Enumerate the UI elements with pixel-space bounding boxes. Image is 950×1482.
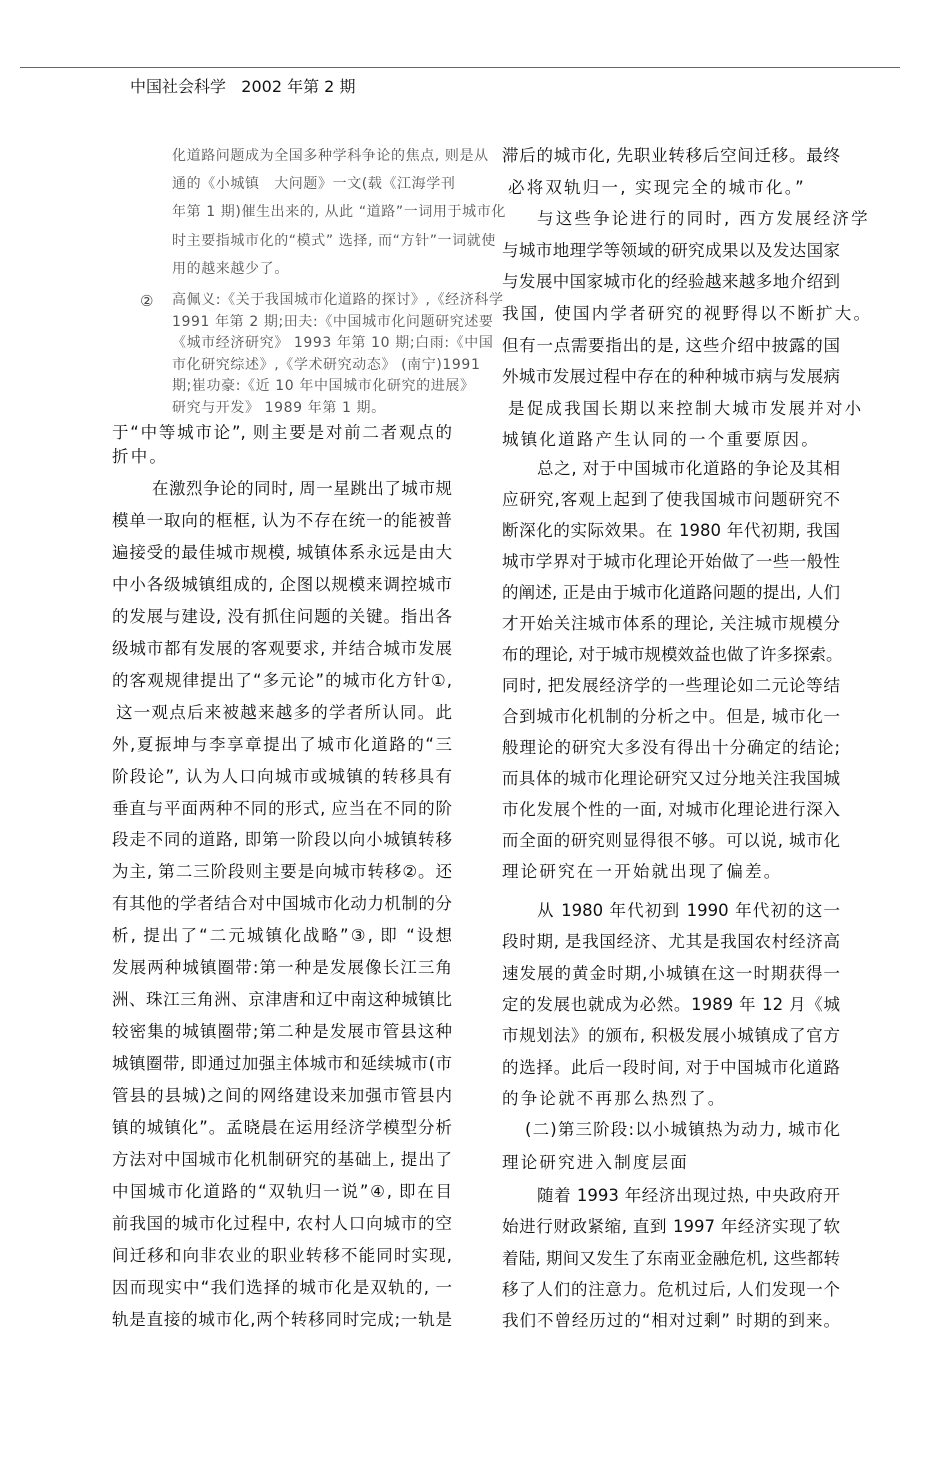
footnote-2-line: 高佩义:《关于我国城市化道路的探讨》,《经济科学 bbox=[172, 292, 504, 308]
body-line: 从 1980 年代初到 1990 年代初的这一 bbox=[537, 901, 840, 920]
body-line: 轨是直接的城市化,两个转移同时完成;一轨是 bbox=[112, 1309, 452, 1329]
footnote-1-line: 通的《小城镇 大问题》一文(载《江海学刊 bbox=[172, 176, 456, 193]
body-line: 而具体的城市化理论研究又过分地关注我国城 bbox=[502, 769, 840, 788]
body-line: 着陆, 期间又发生了东南亚金融危机, 这些都转 bbox=[502, 1248, 840, 1268]
body-line: 的选择。此后一段时间, 对于中国城市化道路 bbox=[502, 1057, 840, 1077]
body-line: 垂直与平面两种不同的形式, 应当在不同的阶 bbox=[112, 798, 452, 818]
body-line: 与这些争论进行的同时, 西方发展经济学 bbox=[537, 209, 870, 229]
footnote-marker: ② bbox=[140, 292, 154, 310]
body-line: 间迁移和向非农业的职业转移不能同时实现, bbox=[112, 1245, 452, 1265]
body-line: 的客观规律提出了“多元论”的城市化方针①, bbox=[112, 670, 452, 690]
body-line: 才开始关注城市体系的理论, 关注城市规模分 bbox=[502, 614, 840, 633]
body-line: 的发展与建设, 没有抓住问题的关键。指出各 bbox=[112, 606, 452, 626]
body-line: 布的理论, 对于城市规模效益也做了许多探索。 bbox=[502, 645, 843, 664]
body-line: 与发展中国家城市化的经验越来越多地介绍到 bbox=[502, 272, 840, 292]
body-line: 我们不曾经历过的“相对过剩” 时期的到来。 bbox=[502, 1311, 840, 1331]
body-line: 的阐述, 正是由于城市化道路问题的提出, 人们 bbox=[502, 583, 840, 602]
footnote-1-line: 用的越来越少了。 bbox=[172, 260, 289, 277]
body-line: 般理论的研究大多没有得出十分确定的结论; bbox=[502, 738, 840, 757]
body-line: 外,夏振坤与李享章提出了城市化道路的“三 bbox=[112, 734, 452, 754]
body-line: 镇的城镇化”。孟晓晨在运用经济学模型分析 bbox=[112, 1118, 452, 1137]
body-line: 合到城市化机制的分析之中。但是, 城市化一 bbox=[502, 707, 840, 726]
body-line: 理论研究在一开始就出现了偏差。 bbox=[502, 862, 783, 881]
footnote-1-line: 化道路问题成为全国多种学科争论的焦点, 则是从 bbox=[172, 148, 489, 164]
running-header bbox=[130, 74, 355, 97]
body-line: 中小各级城镇组成的, 企图以规模来调控城市 bbox=[112, 574, 452, 594]
body-line: 析, 提出了“二元城镇化战略”③, 即 “设想 bbox=[112, 926, 452, 946]
footnote-1-line: 时主要指城市化的“模式” 选择, 而“方针”一词就使 bbox=[172, 232, 496, 249]
journal-name: 中国社会科学 bbox=[130, 77, 227, 96]
body-line: 级城市都有发展的客观要求, 并结合城市发展 bbox=[112, 638, 452, 658]
body-line: 于“中等城市论”, 则主要是对前二者观点的 bbox=[112, 423, 452, 442]
issue-number: 2002 年第 2 期 bbox=[241, 77, 356, 96]
body-line: 而全面的研究则显得很不够。可以说, 城市化 bbox=[502, 831, 840, 850]
footnote-2-line: 期;崔功豪:《近 10 年中国城市化研究的进展》 bbox=[172, 378, 475, 395]
body-line: 始进行财政紧缩, 直到 1997 年经济实现了软 bbox=[502, 1217, 840, 1237]
section-heading-line: (二)第三阶段:以小城镇热为动力, 城市化 bbox=[525, 1120, 840, 1139]
body-line: 因而现实中“我们选择的城市化是双轨的, 一 bbox=[112, 1277, 452, 1297]
body-line: 段时期, 是我国经济、尤其是我国农村经济高 bbox=[502, 932, 840, 952]
body-line: 前我国的城市化过程中, 农村人口向城市的空 bbox=[112, 1213, 452, 1233]
body-line: 市化发展个性的一面, 对城市化理论进行深入 bbox=[502, 800, 840, 819]
body-line: 段走不同的道路, 即第一阶段以向小城镇转移 bbox=[112, 830, 452, 850]
section-heading-line: 理论研究进入制度层面 bbox=[502, 1153, 689, 1172]
body-line: 城镇圈带, 即通过加强主体城市和延续城市(市 bbox=[112, 1054, 452, 1074]
body-line: 滞后的城市化, 先职业转移后空间迁移。最终 bbox=[502, 146, 840, 165]
body-line: 较密集的城镇圈带;第二种是发展市管县这种 bbox=[112, 1022, 452, 1042]
body-line: 外城市发展过程中存在的种种城市病与发展病 bbox=[502, 367, 840, 387]
body-line: 在激烈争论的同时, 周一星跳出了城市规 bbox=[152, 479, 452, 498]
footnote-2-line: 研究与开发》 1989 年第 1 期。 bbox=[172, 400, 386, 416]
body-line: 管县的县城)之间的网络建设来加强市管县内 bbox=[112, 1086, 452, 1106]
footnote-2-line: 市化研究综述》,《学术研究动态》 (南宁)1991 bbox=[172, 356, 481, 373]
body-line: 速发展的黄金时期,小城镇在这一时期获得一 bbox=[502, 963, 840, 983]
footnote-1-line: 年第 1 期)催生出来的, 从此 “道路”一词用于城市化 bbox=[172, 204, 506, 221]
body-line: 模单一取向的框框, 认为不存在统一的能被普 bbox=[112, 510, 452, 530]
body-line: 洲、珠江三角洲、京津唐和辽中南这种城镇比 bbox=[112, 990, 452, 1010]
body-line: 应研究,客观上起到了使我国城市问题研究不 bbox=[502, 490, 840, 509]
body-line: 同时, 把发展经济学的一些理论如二元论等结 bbox=[502, 676, 840, 695]
body-line: 随着 1993 年经济出现过热, 中央政府开 bbox=[537, 1186, 840, 1205]
body-line: 有其他的学者结合对中国城市化动力机制的分 bbox=[112, 894, 452, 914]
header-rule bbox=[20, 67, 900, 68]
body-line: 定的发展也就成为必然。1989 年 12 月《城 bbox=[502, 994, 840, 1014]
footnote-2-line: 1991 年第 2 期;田夫:《中国城市化问题研究述要 bbox=[172, 313, 494, 330]
body-line: 市规划法》的颁布, 积极发展小城镇成了官方 bbox=[502, 1026, 840, 1046]
body-line: 这一观点后来被越来越多的学者所认同。此 bbox=[116, 702, 452, 722]
body-line: 折中。 bbox=[112, 447, 169, 466]
body-line: 移了人们的注意力。危机过后, 人们发现一个 bbox=[502, 1279, 840, 1299]
body-line: 必将双轨归一, 实现完全的城市化。” bbox=[508, 177, 806, 197]
footnote-2-line: 《城市经济研究》 1993 年第 10 期;白雨:《中国 bbox=[172, 335, 494, 352]
body-line: 中国城市化道路的“双轨归一说”④, 即在目 bbox=[112, 1181, 452, 1201]
body-line: 我国, 使国内学者研究的视野得以不断扩大。 bbox=[502, 304, 873, 323]
body-line: 阶段论”, 认为人口向城市或城镇的转移具有 bbox=[112, 766, 452, 786]
body-line: 断深化的实际效果。在 1980 年代初期, 我国 bbox=[502, 521, 840, 540]
body-line: 总之, 对于中国城市化道路的争论及其相 bbox=[537, 459, 840, 478]
body-line: 是促成我国长期以来控制大城市发展并对小 bbox=[508, 398, 864, 418]
body-line: 方法对中国城市化机制研究的基础上, 提出了 bbox=[112, 1149, 452, 1169]
body-line: 发展两种城镇圈带:第一种是发展像长江三角 bbox=[112, 958, 452, 978]
body-line: 为主, 第二三阶段则主要是向城市转移②。还 bbox=[112, 862, 452, 882]
body-line: 城市学界对于城市化理论开始做了一些一般性 bbox=[502, 552, 840, 571]
body-line: 的争论就不再那么热烈了。 bbox=[502, 1088, 727, 1108]
body-line: 但有一点需要指出的是, 这些介绍中披露的国 bbox=[502, 335, 840, 355]
body-line: 与城市地理学等领域的研究成果以及发达国家 bbox=[502, 240, 840, 260]
body-line: 遍接受的最佳城市规模, 城镇体系永远是由大 bbox=[112, 542, 452, 562]
body-line: 城镇化道路产生认同的一个重要原因。 bbox=[502, 430, 820, 450]
